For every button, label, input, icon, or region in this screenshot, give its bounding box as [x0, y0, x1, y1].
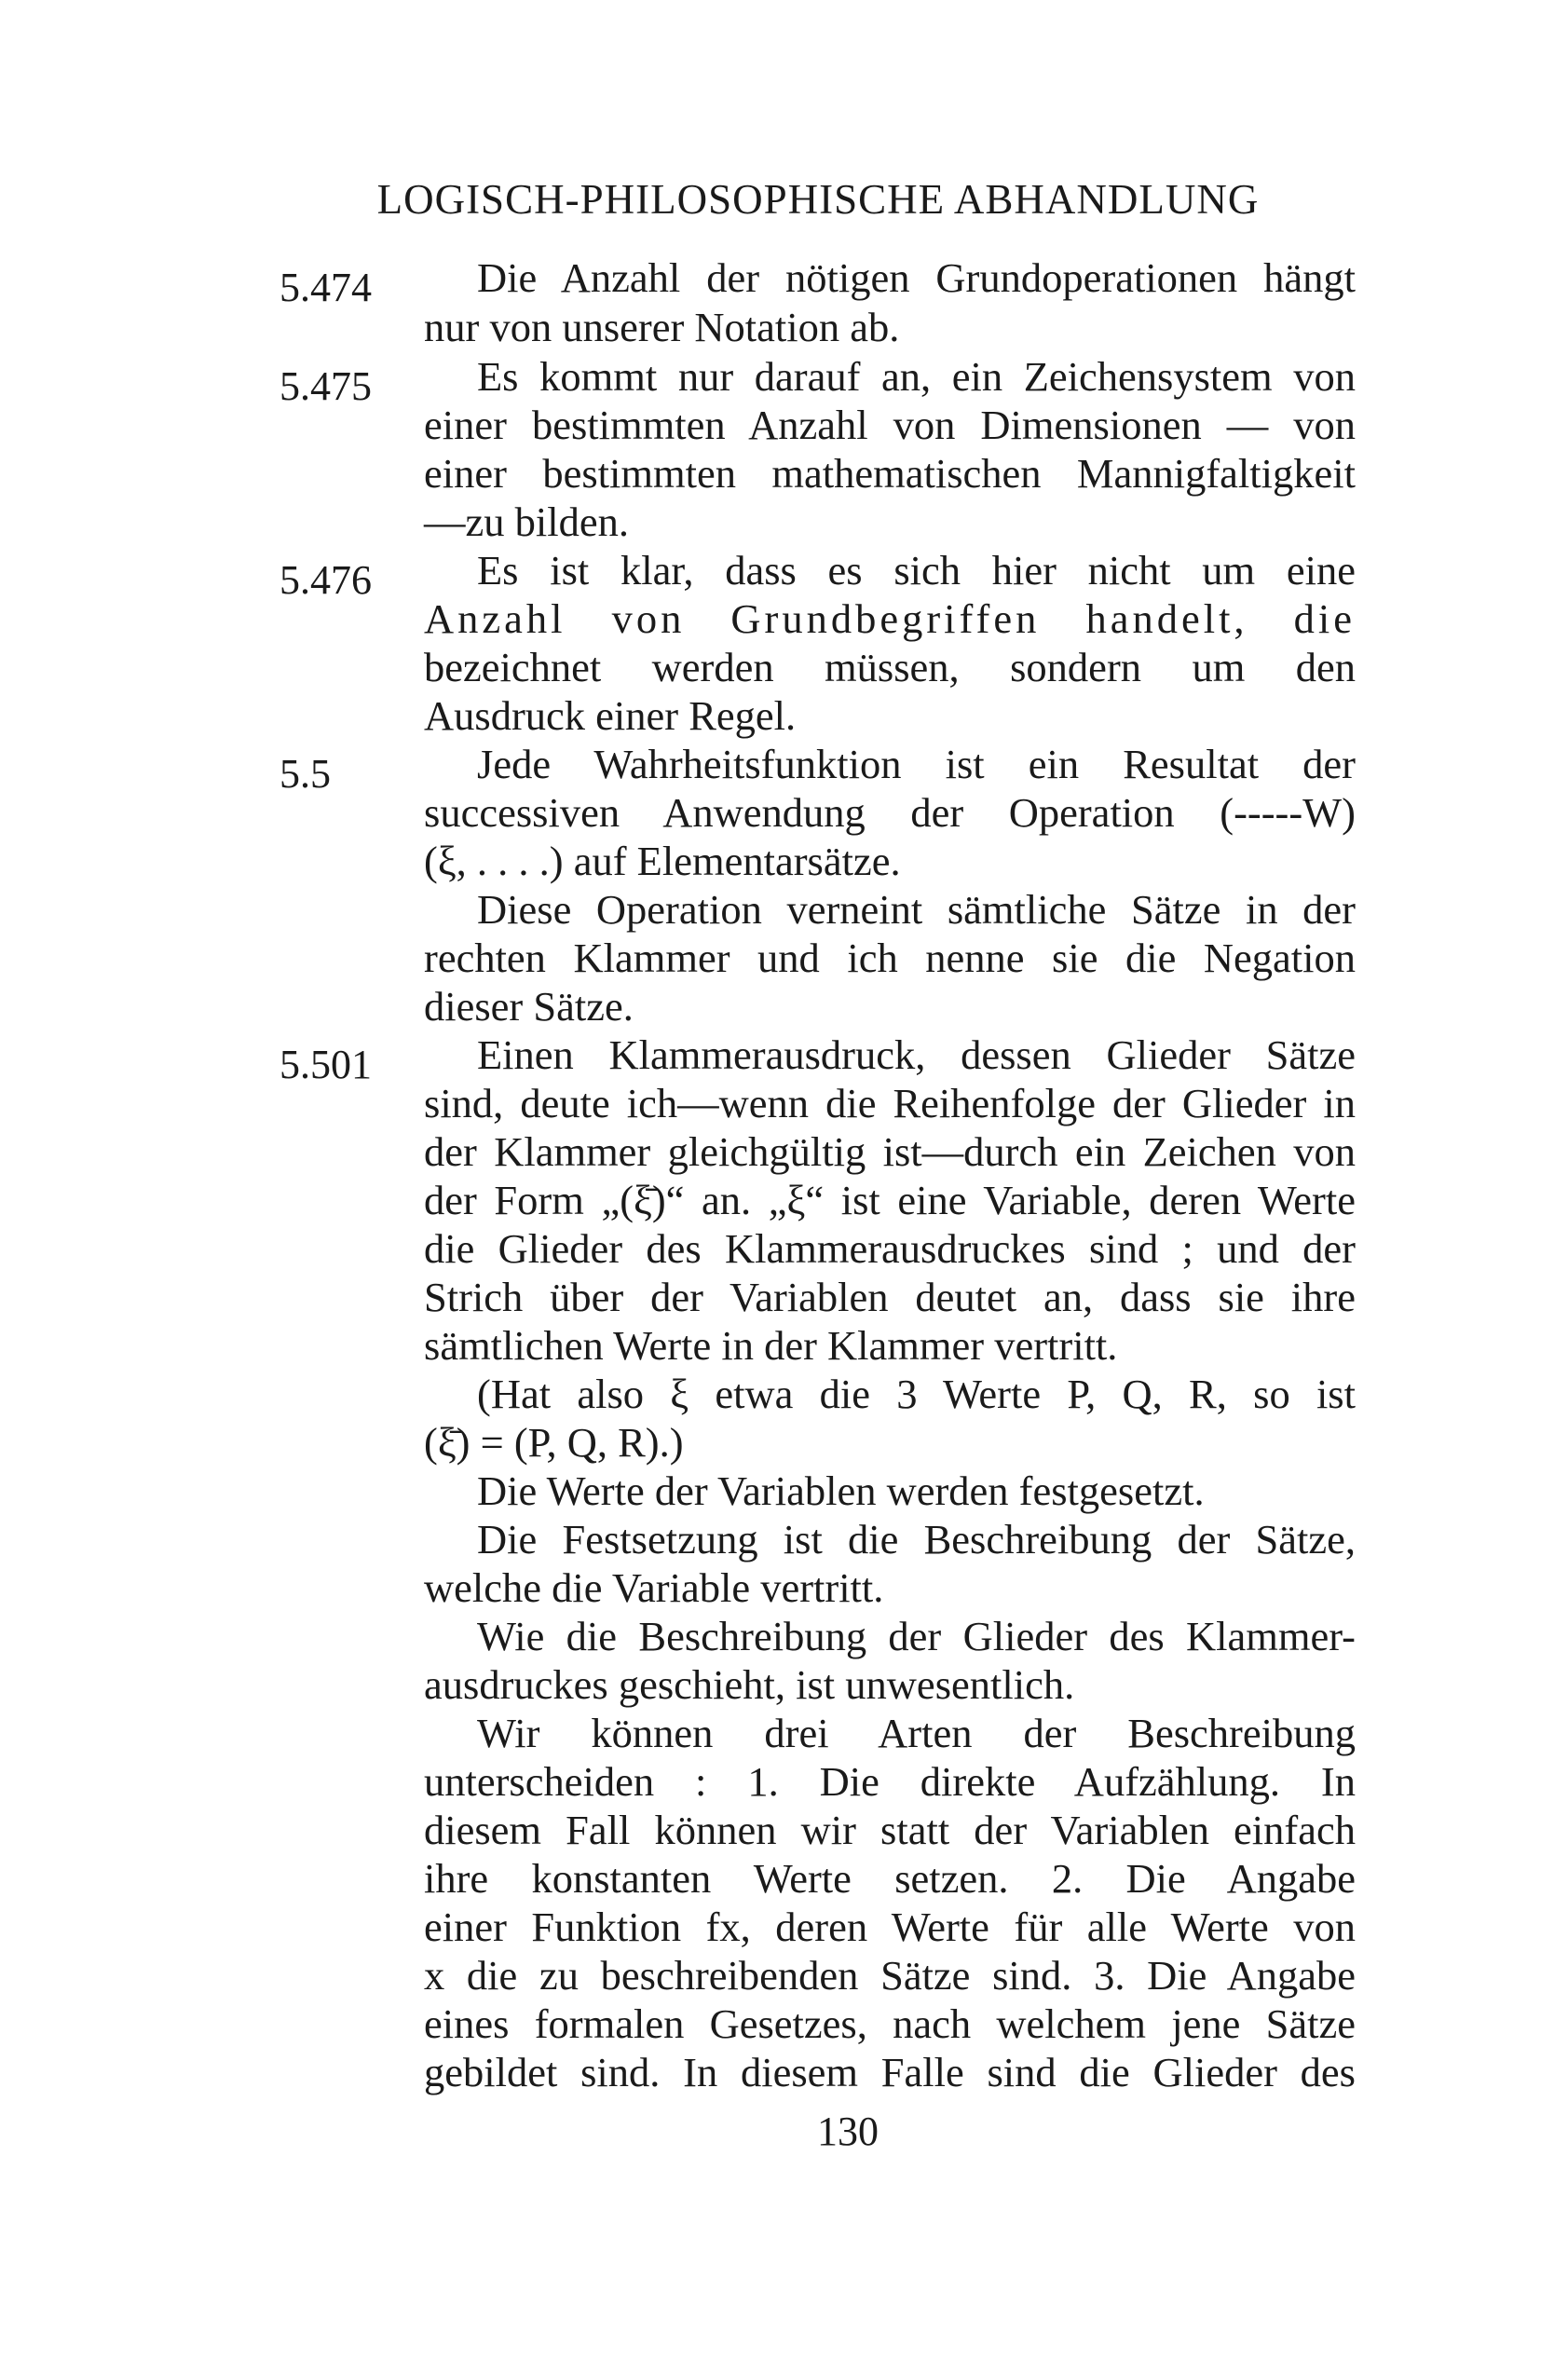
text-line: Diese Operation verneint sämtliche Sätze in der	[477, 886, 1356, 933]
text-line: Es ist klar, dass es sich hier nicht um eine	[477, 547, 1356, 594]
text-line: (ξ, . . . .) auf Elementarsätze.	[424, 838, 901, 884]
text-line: ausdruckes geschieht, ist unwesentlich.	[424, 1661, 1075, 1708]
text-line: der Form „(ξ̄)“ an. „ξ“ ist eine Variable, deren Werte	[424, 1177, 1356, 1223]
text-line: rechten Klammer und ich nenne sie die Negation	[424, 935, 1356, 981]
text-line: Anzahl von Grundbegriffen handelt, die	[424, 595, 1356, 642]
section-number: 5.476	[280, 557, 372, 603]
text-line: Es kommt nur darauf an, ein Zeichensystem von	[477, 353, 1356, 400]
text-line: Einen Klammerausdruck, dessen Glieder Sätze	[477, 1031, 1356, 1078]
text-line: einer Funktion fx, deren Werte für alle Werte von	[424, 1904, 1356, 1950]
text-line: Wie die Beschreibung der Glieder des Klammer-	[477, 1613, 1356, 1659]
text-line: (Hat also ξ etwa die 3 Werte P, Q, R, so ist	[477, 1371, 1356, 1417]
text-line: bezeichnet werden müssen, sondern um den	[424, 644, 1356, 690]
running-header: LOGISCH-PHILOSOPHISCHE ABHANDLUNG	[376, 176, 1260, 223]
text-line: Die Werte der Variablen werden festgesetzt.	[477, 1467, 1205, 1514]
text-line: successiven Anwendung der Operation (-----W)	[424, 789, 1356, 836]
text-line: unterscheiden : 1. Die direkte Aufzählung. In	[424, 1758, 1356, 1805]
text-line: der Klammer gleichgültig ist—durch ein Zeichen von	[424, 1128, 1356, 1175]
section-number: 5.501	[280, 1042, 372, 1087]
text-line: welche die Variable vertritt.	[424, 1564, 884, 1611]
text-line: sämtlichen Werte in der Klammer vertritt.	[424, 1322, 1118, 1369]
text-line: ihre konstanten Werte setzen. 2. Die Angabe	[424, 1855, 1356, 1902]
section-number: 5.5	[280, 751, 331, 797]
text-line: Wir können drei Arten der Beschreibung	[477, 1710, 1356, 1756]
text-line: sind, deute ich—wenn die Reihenfolge der Glieder in	[424, 1080, 1356, 1126]
text-line: einer bestimmten mathematischen Mannigfaltigkeit	[424, 450, 1356, 497]
text-line: die Glieder des Klammerausdruckes sind ; und der	[424, 1225, 1356, 1272]
text-line: Strich über der Variablen deutet an, dass sie ihre	[424, 1274, 1356, 1320]
text-line: x die zu beschreibenden Sätze sind. 3. Die Angabe	[424, 1952, 1356, 1999]
text-line: Ausdruck einer Regel.	[424, 692, 797, 739]
text-line: Jede Wahrheitsfunktion ist ein Resultat der	[477, 741, 1356, 787]
text-line: Die Anzahl der nötigen Grundoperationen hängt	[477, 254, 1356, 301]
text-line: einer bestimmten Anzahl von Dimensionen — von	[424, 402, 1356, 448]
section-number: 5.474	[280, 265, 372, 310]
text-line: dieser Sätze.	[424, 983, 634, 1030]
text-line: eines formalen Gesetzes, nach welchem jene Sätze	[424, 2000, 1356, 2047]
text-line: gebildet sind. In diesem Falle sind die Glieder des	[424, 2049, 1356, 2095]
text-line: —zu bilden.	[424, 498, 629, 545]
text-line: nur von unserer Notation ab.	[424, 304, 900, 350]
text-line: Die Festsetzung ist die Beschreibung der Sätze,	[477, 1516, 1356, 1563]
text-line: diesem Fall können wir statt der Variablen einfach	[424, 1807, 1356, 1853]
text-line: (ξ̄) = (P, Q, R).)	[424, 1419, 684, 1466]
page-number: 130	[817, 2109, 879, 2154]
section-number: 5.475	[280, 363, 372, 409]
